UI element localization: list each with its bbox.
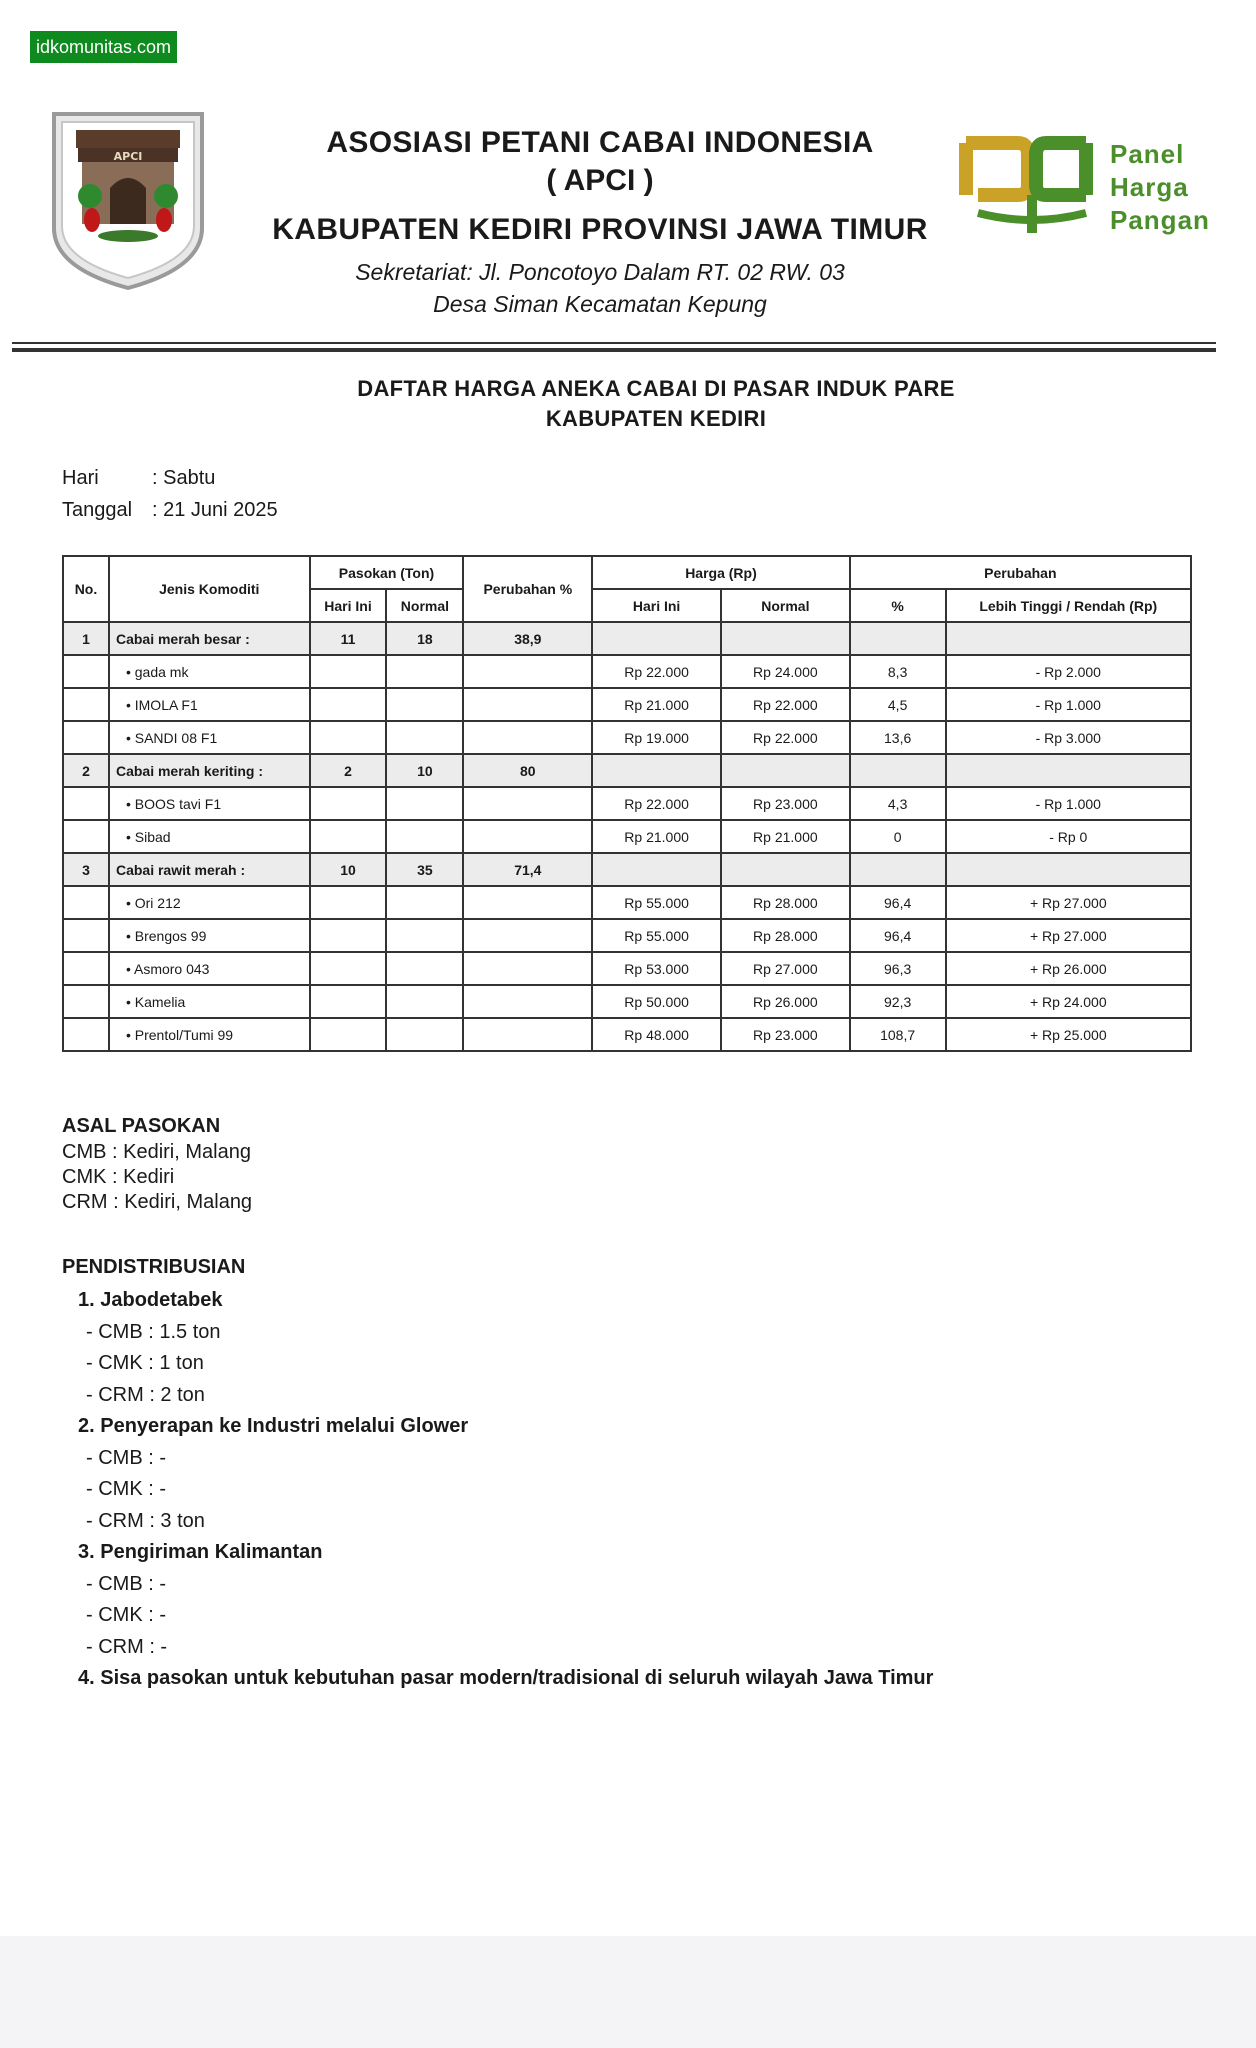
document-title-line2: KABUPATEN KEDIRI [545, 406, 767, 431]
distribution-item: 3. Pengiriman Kalimantan [78, 1541, 323, 1563]
document-title [0, 374, 1256, 434]
group-supply-today: 10 [310, 853, 387, 886]
apci-crest-logo [48, 108, 208, 290]
crest-label: APCI [113, 150, 143, 163]
item-name: • Asmoro 043 [109, 952, 310, 985]
distribution-item: 4. Sisa pasokan untuk kebutuhan pasar modern/tradisional di seluruh wilayah Jawa Timur [78, 1667, 934, 1689]
item-price-today: Rp 50.000 [592, 985, 721, 1018]
item-name-text: BOOS tavi F1 [134, 795, 222, 812]
item-diff: - Rp 2.000 [946, 655, 1191, 688]
item-price-normal: Rp 24.000 [721, 655, 850, 688]
item-pct: 108,7 [850, 1018, 946, 1051]
item-price-normal: Rp 21.000 [721, 820, 850, 853]
org-name: ASOSIASI PETANI CABAI INDONESIA [326, 126, 874, 159]
supply-origin-line: CMB : Kediri, Malang [62, 1141, 251, 1163]
group-change-pct: 38,9 [463, 622, 592, 655]
organization-header [230, 124, 970, 320]
item-name: • SANDI 08 F1 [109, 721, 310, 754]
group-supply-today: 2 [310, 754, 387, 787]
item-name: • Ori 212 [109, 886, 310, 919]
item-diff: - Rp 0 [946, 820, 1191, 853]
group-supply-today: 11 [310, 622, 387, 655]
panel-logo-word-3: Pangan [1110, 205, 1210, 235]
panel-logo-word-2: Harga [1110, 172, 1189, 202]
header-pasokan: Pasokan (Ton) [310, 556, 464, 589]
document-meta [62, 462, 278, 526]
item-name-text: Kamelia [134, 993, 186, 1010]
panel-logo-word-1: Panel [1110, 139, 1185, 169]
item-price-today: Rp 21.000 [592, 820, 721, 853]
item-diff: - Rp 1.000 [946, 787, 1191, 820]
date-label: Tanggal [62, 499, 133, 521]
item-price-today: Rp 19.000 [592, 721, 721, 754]
table-row [63, 985, 1191, 1018]
item-pct: 96,4 [850, 886, 946, 919]
day-value: : Sabtu [152, 467, 216, 489]
org-address-line1: Sekretariat: Jl. Poncotoyo Dalam RT. 02 RW. 03 [355, 259, 845, 285]
day-label: Hari [62, 467, 99, 489]
header-harga-normal: Normal [721, 589, 850, 622]
watermark-label: idkomunitas.com [30, 31, 177, 63]
table-row [63, 721, 1191, 754]
item-price-normal: Rp 26.000 [721, 985, 850, 1018]
distribution-subitem: - CMB : - [86, 1446, 166, 1469]
item-name: • IMOLA F1 [109, 688, 310, 721]
item-price-normal: Rp 28.000 [721, 919, 850, 952]
distribution-item: 1. Jabodetabek [78, 1289, 223, 1311]
table-row [63, 886, 1191, 919]
item-name-text: Asmoro 043 [133, 960, 210, 977]
distribution-subitem: - CMB : - [86, 1572, 166, 1595]
item-name: • gada mk [109, 655, 310, 688]
header-pct: % [850, 589, 946, 622]
item-name: • Prentol/Tumi 99 [109, 1018, 310, 1051]
footer-band [0, 1936, 1256, 2048]
header-divider-thick [12, 348, 1216, 352]
table-group-row [63, 622, 1191, 655]
distribution-subitem: - CRM : 2 ton [86, 1383, 205, 1406]
table-row [63, 688, 1191, 721]
item-pct: 4,3 [850, 787, 946, 820]
header-jenis-komoditi: Jenis Komoditi [109, 556, 310, 622]
group-change-pct: 71,4 [463, 853, 592, 886]
header-pasokan-normal: Normal [386, 589, 463, 622]
item-diff: - Rp 1.000 [946, 688, 1191, 721]
header-harga: Harga (Rp) [592, 556, 849, 589]
distribution-subitem: - CMB : 1.5 ton [86, 1320, 221, 1343]
item-price-today: Rp 55.000 [592, 886, 721, 919]
group-name: Cabai merah besar : [109, 622, 310, 655]
table-row [63, 952, 1191, 985]
item-name: • Kamelia [109, 985, 310, 1018]
supply-origin-title: ASAL PASOKAN [62, 1115, 221, 1137]
item-diff: + Rp 24.000 [946, 985, 1191, 1018]
header-perubahan-pct: Perubahan % [463, 556, 592, 622]
distribution-section [62, 1253, 933, 1695]
table-row [63, 919, 1191, 952]
header-lebih-tinggi-rendah: Lebih Tinggi / Rendah (Rp) [946, 589, 1191, 622]
item-price-today: Rp 22.000 [592, 655, 721, 688]
item-diff: + Rp 26.000 [946, 952, 1191, 985]
header-harga-hari-ini: Hari Ini [592, 589, 721, 622]
distribution-title: PENDISTRIBUSIAN [62, 1256, 246, 1278]
header-no: No. [63, 556, 109, 622]
item-name-text: SANDI 08 F1 [134, 729, 218, 746]
group-no: 3 [63, 853, 109, 886]
item-price-today: Rp 21.000 [592, 688, 721, 721]
date-row [62, 494, 278, 526]
distribution-subitem: - CMK : 1 ton [86, 1352, 204, 1374]
item-pct: 96,3 [850, 952, 946, 985]
group-name: Cabai rawit merah : [109, 853, 310, 886]
supply-origin-section [62, 1112, 252, 1215]
supply-origin-line: CRM : Kediri, Malang [62, 1191, 253, 1213]
group-no: 1 [63, 622, 109, 655]
item-name-text: Ori 212 [134, 894, 181, 911]
header-pasokan-hari-ini: Hari Ini [310, 589, 387, 622]
table-group-row [63, 754, 1191, 787]
panel-logo-text [1110, 138, 1210, 237]
item-name-text: IMOLA F1 [134, 696, 198, 713]
item-pct: 4,5 [850, 688, 946, 721]
item-name: • BOOS tavi F1 [109, 787, 310, 820]
item-pct: 13,6 [850, 721, 946, 754]
item-price-normal: Rp 22.000 [721, 688, 850, 721]
item-name: • Brengos 99 [109, 919, 310, 952]
table-row [63, 787, 1191, 820]
day-row [62, 462, 278, 494]
date-value: : 21 Juni 2025 [152, 499, 278, 521]
item-price-today: Rp 22.000 [592, 787, 721, 820]
item-price-normal: Rp 27.000 [721, 952, 850, 985]
item-name-text: Prentol/Tumi 99 [134, 1026, 234, 1043]
item-price-today: Rp 55.000 [592, 919, 721, 952]
table-row [63, 1018, 1191, 1051]
table-group-row [63, 853, 1191, 886]
header-divider-thin [12, 342, 1216, 344]
distribution-subitem: - CRM : - [86, 1635, 168, 1658]
item-price-today: Rp 48.000 [592, 1018, 721, 1051]
group-supply-normal: 10 [386, 754, 463, 787]
item-name-text: Brengos 99 [134, 927, 207, 944]
item-name-text: Sibad [134, 828, 171, 845]
distribution-subitem: - CMK : - [86, 1604, 166, 1626]
item-price-normal: Rp 28.000 [721, 886, 850, 919]
table-row [63, 820, 1191, 853]
item-diff: + Rp 27.000 [946, 886, 1191, 919]
item-pct: 96,4 [850, 919, 946, 952]
distribution-subitem: - CRM : 3 ton [86, 1509, 205, 1532]
item-price-today: Rp 53.000 [592, 952, 721, 985]
supply-origin-line: CMK : Kediri [62, 1166, 175, 1188]
item-pct: 0 [850, 820, 946, 853]
item-pct: 92,3 [850, 985, 946, 1018]
group-name: Cabai merah keriting : [109, 754, 310, 787]
item-diff: - Rp 3.000 [946, 721, 1191, 754]
item-price-normal: Rp 22.000 [721, 721, 850, 754]
org-region: KABUPATEN KEDIRI PROVINSI JAWA TIMUR [272, 213, 928, 246]
distribution-subitem: - CMK : - [86, 1478, 166, 1500]
item-name: • Sibad [109, 820, 310, 853]
item-price-normal: Rp 23.000 [721, 787, 850, 820]
distribution-item: 2. Penyerapan ke Industri melalui Glower [78, 1415, 469, 1437]
document-title-line1: DAFTAR HARGA ANEKA CABAI DI PASAR INDUK PARE [357, 376, 955, 401]
group-no: 2 [63, 754, 109, 787]
group-supply-normal: 18 [386, 622, 463, 655]
item-price-normal: Rp 23.000 [721, 1018, 850, 1051]
item-pct: 8,3 [850, 655, 946, 688]
item-diff: + Rp 27.000 [946, 919, 1191, 952]
group-change-pct: 80 [463, 754, 592, 787]
price-table [62, 555, 1192, 1052]
item-diff: + Rp 25.000 [946, 1018, 1191, 1051]
group-supply-normal: 35 [386, 853, 463, 886]
item-name-text: gada mk [134, 663, 189, 680]
table-row [63, 655, 1191, 688]
header-perubahan: Perubahan [850, 556, 1191, 589]
org-abbreviation: ( APCI ) [546, 164, 654, 197]
org-address-line2: Desa Siman Kecamatan Kepung [433, 291, 767, 317]
